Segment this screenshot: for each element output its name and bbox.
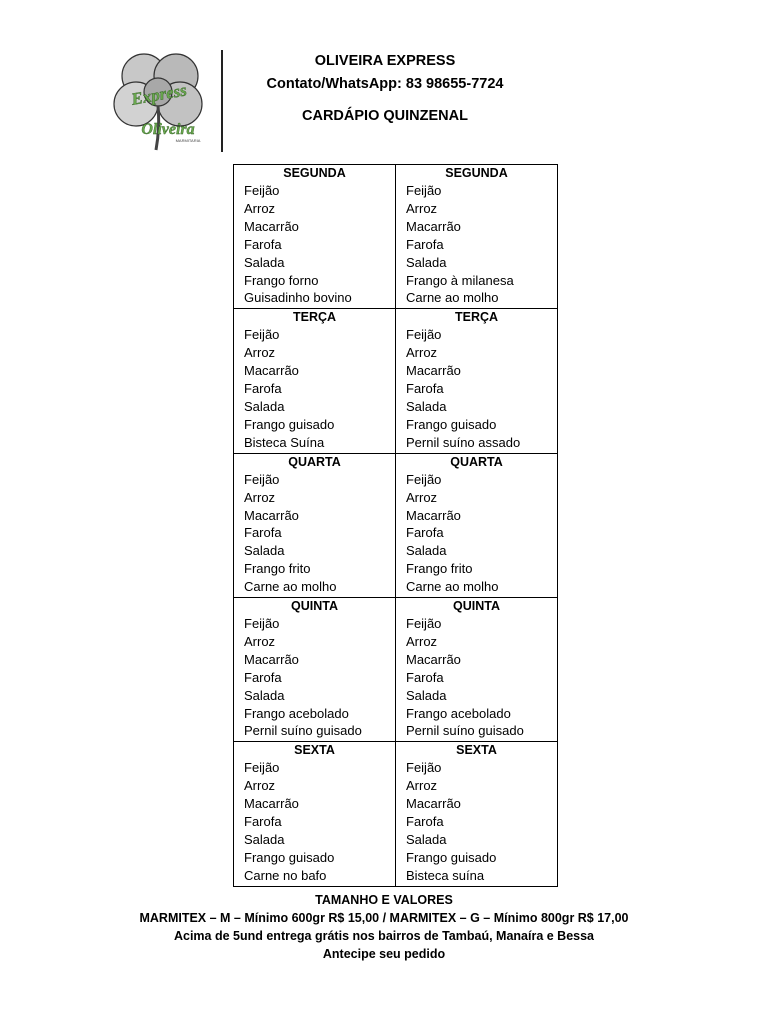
logo-express-text: Express xyxy=(129,80,189,109)
menu-item: Farofa xyxy=(244,236,282,252)
menu-item: Feijão xyxy=(244,760,280,776)
menu-item: Frango frito xyxy=(244,561,311,577)
menu-item: Pernil suíno guisado xyxy=(244,723,362,739)
menu-item: Farofa xyxy=(244,381,282,397)
menu-item: Macarrão xyxy=(406,796,461,812)
day-name: SEXTA xyxy=(456,743,497,758)
menu-item: Farofa xyxy=(406,814,444,830)
day-cell-left xyxy=(234,309,396,453)
menu-item: Feijão xyxy=(406,327,442,343)
menu-item: Pernil suíno assado xyxy=(406,434,521,450)
sizes-title: TAMANHO E VALORES xyxy=(315,893,453,907)
menu-item: Salada xyxy=(406,254,447,270)
menu-item: Feijão xyxy=(244,471,280,487)
menu-subtitle: CARDÁPIO QUINZENAL xyxy=(302,108,468,124)
menu-item: Macarrão xyxy=(406,218,461,234)
menu-item: Salada xyxy=(406,832,447,847)
menu-row xyxy=(234,309,558,453)
menu-item: Frango guisado xyxy=(244,416,335,432)
menu-item: Feijão xyxy=(406,760,442,776)
menu-item: Macarrão xyxy=(244,363,299,379)
menu-item: Macarrão xyxy=(244,507,299,523)
menu-item: Frango guisado xyxy=(406,416,497,432)
menu-row xyxy=(234,598,558,742)
day-cell-right xyxy=(396,165,558,309)
menu-item: Arroz xyxy=(406,778,438,794)
day-cell-left xyxy=(234,598,396,742)
menu-item: Bisteca suína xyxy=(406,867,485,883)
menu-row xyxy=(234,165,558,309)
menu-item: Arroz xyxy=(244,345,276,361)
menu-item: Pernil suíno guisado xyxy=(406,723,524,739)
menu-item: Salada xyxy=(244,832,285,847)
menu-item: Farofa xyxy=(406,236,444,252)
menu-item: Salada xyxy=(406,398,447,414)
day-name: QUINTA xyxy=(453,599,500,614)
header-divider xyxy=(221,50,223,152)
menu-item: Feijão xyxy=(244,183,280,198)
menu-item: Farofa xyxy=(406,525,444,541)
day-name: QUINTA xyxy=(291,599,338,614)
menu-item: Macarrão xyxy=(244,218,299,234)
menu-item: Arroz xyxy=(244,200,276,216)
logo-small-text: MARMITARIA xyxy=(175,138,201,143)
menu-item: Frango guisado xyxy=(244,849,335,865)
oliveira-logo xyxy=(110,48,210,154)
menu-item: Guisadinho bovino xyxy=(244,290,352,306)
day-name: QUARTA xyxy=(450,454,503,469)
menu-item: Farofa xyxy=(244,669,282,685)
menu-item: Arroz xyxy=(406,489,438,505)
menu-table xyxy=(233,164,558,887)
menu-item: Farofa xyxy=(406,669,444,685)
menu-item: Feijão xyxy=(406,471,442,487)
menu-item: Carne ao molho xyxy=(406,579,499,595)
menu-item: Macarrão xyxy=(406,363,461,379)
menu-item: Carne ao molho xyxy=(406,290,499,306)
menu-item: Feijão xyxy=(244,616,280,632)
menu-item: Frango acebolado xyxy=(406,705,511,721)
menu-item: Frango à milanesa xyxy=(406,272,514,288)
day-name: QUARTA xyxy=(288,454,341,469)
menu-item: Salada xyxy=(244,543,285,559)
menu-item: Arroz xyxy=(406,345,438,361)
menu-item: Arroz xyxy=(244,489,276,505)
day-cell-right xyxy=(396,453,558,597)
day-name: SEGUNDA xyxy=(445,166,508,180)
menu-item: Bisteca Suína xyxy=(244,434,325,450)
menu-row xyxy=(234,742,558,886)
business-name: OLIVEIRA EXPRESS xyxy=(314,53,456,69)
menu-item: Salada xyxy=(244,687,285,703)
menu-item: Arroz xyxy=(406,200,438,216)
menu-item: Macarrão xyxy=(244,796,299,812)
menu-item: Feijão xyxy=(244,327,280,343)
day-name: SEXTA xyxy=(294,743,335,758)
menu-item: Farofa xyxy=(406,381,444,397)
menu-item: Farofa xyxy=(244,525,282,541)
menu-item: Salada xyxy=(406,543,447,559)
order-note: Antecipe seu pedido xyxy=(322,947,446,961)
menu-item: Farofa xyxy=(244,814,282,830)
menu-item: Frango acebolado xyxy=(244,705,349,721)
menu-item: Frango guisado xyxy=(406,849,497,865)
day-cell-left xyxy=(234,165,396,309)
logo-oliveira-text: Oliveira xyxy=(141,121,195,138)
day-cell-left xyxy=(234,742,396,886)
menu-item: Carne ao molho xyxy=(244,579,337,595)
menu-item: Arroz xyxy=(244,633,276,649)
menu-item: Feijão xyxy=(406,183,442,198)
menu-item: Feijão xyxy=(406,616,442,632)
menu-item: Macarrão xyxy=(244,651,299,667)
menu-item: Macarrão xyxy=(406,651,461,667)
day-cell-right xyxy=(396,742,558,886)
delivery-line: Acima de 5und entrega grátis nos bairros de Tambaú, Manaíra e Bessa xyxy=(173,929,595,943)
menu-item: Arroz xyxy=(406,633,438,649)
menu-row xyxy=(234,453,558,597)
day-cell-right xyxy=(396,309,558,453)
menu-item: Frango frito xyxy=(406,561,473,577)
menu-item: Arroz xyxy=(244,778,276,794)
day-name: TERÇA xyxy=(454,310,499,325)
prices-line: MARMITEX – M – Mínimo 600gr R$ 15,00 / MARMITEX – G – Mínimo 800gr R$ 17,00 xyxy=(139,911,629,925)
menu-item: Salada xyxy=(244,398,285,414)
menu-item: Carne no bafo xyxy=(244,867,327,883)
day-name: SEGUNDA xyxy=(283,166,346,180)
menu-item: Salada xyxy=(406,687,447,703)
day-cell-right xyxy=(396,598,558,742)
day-name: TERÇA xyxy=(292,310,337,325)
menu-item: Frango forno xyxy=(244,272,319,288)
contact-info: Contato/WhatsApp: 83 98655-7724 xyxy=(266,76,504,92)
menu-item: Salada xyxy=(244,254,285,270)
menu-item: Macarrão xyxy=(406,507,461,523)
day-cell-left xyxy=(234,453,396,597)
